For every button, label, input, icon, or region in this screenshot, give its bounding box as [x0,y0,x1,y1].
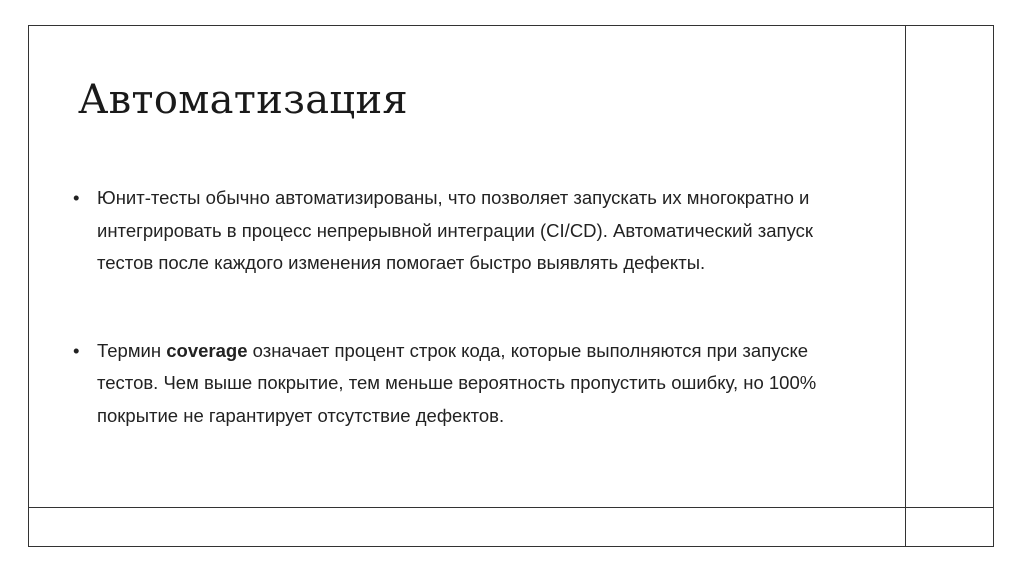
bullet-text-prefix: Термин [97,339,167,361]
slide-title: Автоматизация [78,77,408,123]
frame-horizontal-divider [28,507,994,508]
bullet-marker: • [73,187,80,208]
frame-vertical-divider [905,25,906,547]
bullet-marker: • [73,339,80,361]
bullet-term-coverage: coverage [166,339,248,361]
bullet-item-unit-tests [73,182,863,280]
bullet-text-suffix: означает процент строк кода, которые выполняются при запуске тестов. Чем выше покрытие, тем меньше вероятность пропустить ошибку, но 100% покрытие не гарантирует отсутствие дефектов. [97,339,817,426]
bullet-text: Юнит-тесты обычно автоматизированы, что позволяет запускать их многократно и интегрировать в процесс непрерывной интеграции (CI/CD). Автоматический запуск тестов после каждого изменения помогает быстро выявлять дефекты. [97,187,813,273]
bullet-item-coverage [73,335,863,433]
bullet-list [73,182,863,432]
